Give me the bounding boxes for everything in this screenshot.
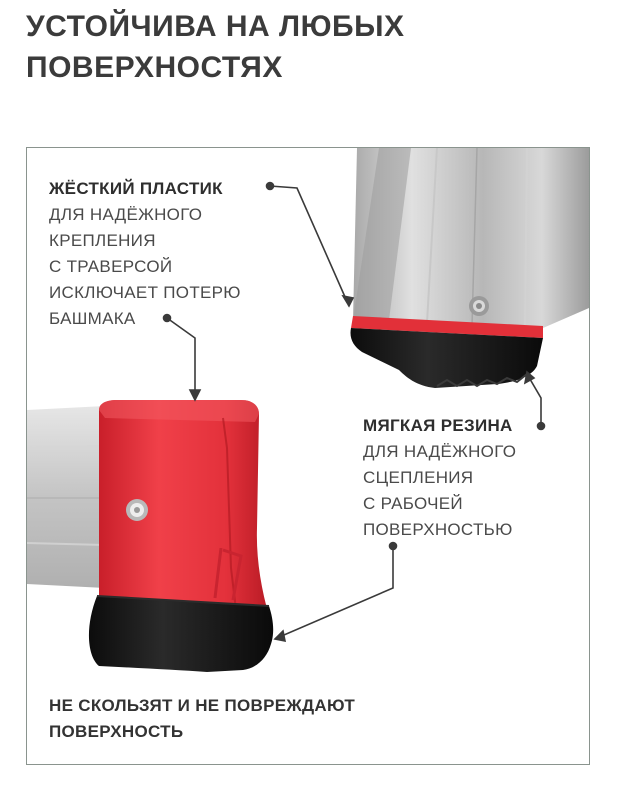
headline-line-2: ПОВЕРХНОСТЯХ: [26, 51, 283, 84]
red-shoe: [89, 400, 273, 672]
callout-hard-plastic: [49, 176, 241, 332]
callout-soft-rubber-line-1: ДЛЯ НАДЁЖНОГО: [363, 442, 517, 461]
callout-hard-plastic-line-3: С ТРАВЕРСОЙ: [49, 257, 173, 276]
product-panel: [26, 147, 590, 765]
footer-note: [49, 693, 355, 745]
callout-soft-rubber-line-2: СЦЕПЛЕНИЯ: [363, 468, 474, 487]
callout-hard-plastic-line-5: БАШМАКА: [49, 309, 136, 328]
footer-note-line-2: ПОВЕРХНОСТЬ: [49, 722, 184, 741]
callout-soft-rubber-line-4: ПОВЕРХНОСТЬЮ: [363, 520, 513, 539]
callout-hard-plastic-line-1: ДЛЯ НАДЁЖНОГО: [49, 205, 203, 224]
callout-hard-plastic-line-4: ИСКЛЮЧАЕТ ПОТЕРЮ: [49, 283, 241, 302]
callout-hard-plastic-title: ЖЁСТКИЙ ПЛАСТИК: [49, 179, 223, 198]
callout-soft-rubber-title: МЯГКАЯ РЕЗИНА: [363, 416, 513, 435]
horizontal-leg: [27, 406, 105, 588]
callout-hard-plastic-line-2: КРЕПЛЕНИЯ: [49, 231, 156, 250]
callout-soft-rubber-line-3: С РАБОЧЕЙ: [363, 494, 463, 513]
headline-line-1: УСТОЙЧИВА НА ЛЮБЫХ: [26, 10, 405, 43]
page-headline: [26, 6, 404, 88]
vertical-leg: [350, 148, 589, 388]
footer-note-line-1: НЕ СКОЛЬЗЯТ И НЕ ПОВРЕЖДАЮТ: [49, 696, 356, 715]
callout-soft-rubber: [363, 413, 516, 543]
